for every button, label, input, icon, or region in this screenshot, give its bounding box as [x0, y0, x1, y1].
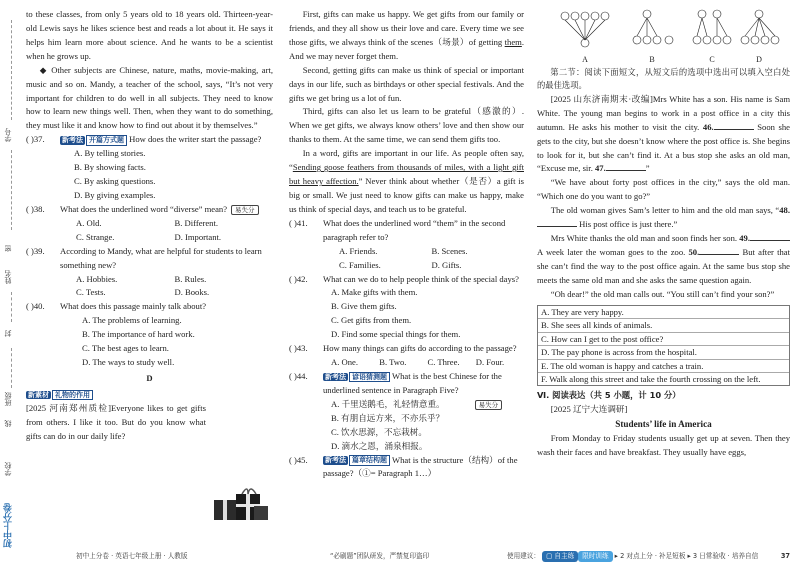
question-39 — [26, 245, 273, 273]
easy-mistake-badge: 易失分 — [231, 205, 259, 215]
diagram-label: B — [649, 55, 655, 64]
question-42 — [289, 273, 524, 287]
option: A. The problems of learning. — [82, 315, 182, 326]
brand-vertical: 初中上分卷 — [4, 503, 14, 548]
options-38 — [26, 217, 273, 245]
seal-char: 密 — [4, 245, 12, 252]
option: A. One. — [331, 357, 358, 368]
answer-bracket[interactable]: ( )44. — [289, 370, 308, 381]
cut-line — [11, 20, 12, 120]
blank-49[interactable] — [750, 233, 790, 241]
choice: B. She sees all kinds of animals. — [538, 319, 789, 332]
answer-bracket[interactable]: ( )45. — [289, 454, 308, 465]
passage-f-paragraph: From Monday to Friday students usually get up at seven. Then they wash their faces and have breakfast. They usually have eggs, — [537, 432, 790, 457]
passage-e-paragraph: “Oh dear!” the old man calls out. “You still can’t find your son?” — [550, 288, 775, 299]
option: C. Three. — [427, 357, 460, 368]
seal-char: 封 — [4, 330, 12, 337]
option: A. Friends. — [339, 245, 378, 256]
option: C. 饮水思源，不忘栽树。 — [331, 426, 427, 437]
usage-pill-self-practice: ▢ 自主练 — [542, 551, 578, 562]
column-right — [537, 8, 790, 460]
question-43 — [289, 342, 524, 356]
passage-e-paragraph: The old woman gives Sam’s letter to him and the old man says, “48. His post office is just there.” — [537, 204, 790, 232]
option: B. Two. — [379, 357, 407, 368]
footer-usage: 使用建议： ▢ 自主练 限时训练 ▸ 2 对点上分 · 补足短板 ▸ 3 日常验收 · 培养自信 — [507, 552, 759, 561]
usage-pill-timed: 限时训练 — [578, 551, 612, 562]
option: A. Hobbies. — [76, 273, 118, 284]
option: D. Gifts. — [431, 259, 462, 270]
new-method-tag: 新考法 开篇方式题 — [60, 135, 127, 145]
option: C. The best ages to learn. — [82, 343, 169, 354]
cut-line — [11, 348, 12, 388]
option: B. 有朋自远方来，不亦乐乎？ — [331, 412, 445, 423]
answer-bracket[interactable]: ( )43. — [289, 343, 308, 354]
question-text: What does the underlined word “them” in the second paragraph refer to? — [323, 217, 506, 242]
source-note: [2025 辽宁大连调研] — [550, 403, 628, 414]
question-text: What does this passage mainly talk about? — [60, 301, 207, 312]
new-material-tag: 新素材 礼物的作用 — [26, 390, 93, 400]
option: C. Get gifts from them. — [331, 315, 412, 326]
question-text: How many things can gifts do according to the passage? — [323, 343, 517, 354]
answer-bracket[interactable]: ( )41. — [289, 217, 308, 228]
page-number: 37 — [780, 552, 790, 561]
answer-bracket[interactable]: ( )37. — [26, 134, 45, 145]
question-41 — [289, 217, 524, 245]
choice: F. Walk along this street and take the fourth crossing on the left. — [541, 373, 761, 384]
option: D. Four. — [475, 357, 505, 368]
question-text: How does the writer start the passage? — [129, 134, 262, 145]
option: D. Important. — [174, 231, 222, 242]
school-label: 学校 — [4, 462, 12, 476]
choice: E. The old woman is happy and catches a train. — [538, 360, 789, 373]
option: B. Rules. — [174, 273, 207, 284]
option: C. Tests. — [76, 287, 106, 298]
footer-book-title: 初中上分卷 · 英语七年级上册 · 人教版 — [76, 552, 188, 561]
structure-diagram-options — [537, 8, 790, 66]
diagram-label: A — [582, 55, 588, 64]
blank-47[interactable] — [606, 163, 646, 171]
question-37 — [26, 133, 273, 147]
cut-line — [11, 292, 12, 322]
option: A. By telling stories. — [74, 148, 146, 159]
passage-e-paragraph: Mrs White thanks the old man and soon finds her son. 49. A week later the woman goes to the zoo. 50. But after that she can’t find the way to the post office again. At the same bus stop she meets the same old man and she asks the same question again. — [537, 233, 790, 285]
passage-d-intro: [2025 河南郑州质检]Everyone likes to get gifts from others. I like it too. But do you know what gifts can do in our daily life? — [26, 402, 206, 441]
section-two-instructions: 第二节：阅读下面短文，从短文后的选项中选出可以填入空白处的最佳选项。 — [537, 67, 790, 91]
passage-d-paragraph: First, gifts can make us happy. We get gifts from our family or friends, and they all show us their love and care. Every time we see those gifts, we always think of the scenes（场景）of getting them. And we may never forget them. — [289, 9, 524, 61]
passage-c-paragraph: to these classes, from only 5 years old to 18 years old. Thirteen-year-old Lewis says he likes science best and reads a lot about it. He says it helps him learn more about science. And he wants to be a scientist when he grows up. — [26, 9, 273, 61]
blank-48[interactable] — [537, 219, 577, 227]
question-text: What is the structure（结构）of the passage?（①= Paragraph 1…） — [323, 454, 518, 479]
question-text: What does the underlined word “diverse” mean? — [60, 203, 228, 214]
options-43 — [289, 356, 524, 370]
question-44 — [289, 370, 524, 398]
options-44 — [289, 398, 524, 454]
option: A. 千里送鹅毛，礼轻情意重。 易失分 — [331, 398, 524, 412]
passage-d-letter: D — [146, 372, 153, 383]
answer-bracket[interactable]: ( )42. — [289, 273, 308, 284]
cut-line — [11, 150, 12, 230]
student-number-label: 学号 — [4, 128, 12, 142]
passage-e-paragraph: [2025 山东济南期末·改编]Mrs White has a son. His name is Sam White. The young man begins to work in a post office in a city this autumn. He asks his mother to visit the city. 46. Soon she gets to the city, but she doesn’t know where the post office is. She begins to look for it, but she can’t find it. At a bus stop she asks an old man, “Excuse me, sir. 47. ” — [537, 93, 790, 174]
option: D. Find some special things for them. — [331, 329, 461, 340]
option: D. The ways to study well. — [82, 357, 175, 368]
options-42 — [289, 286, 524, 342]
easy-mistake-badge: 易失分 — [475, 400, 503, 410]
question-38 — [26, 203, 273, 217]
option: B. Give them gifts. — [331, 301, 397, 312]
passage-e-paragraph: “We have about forty post offices in the city,” says the old man. “Which one do you want to go?” — [537, 177, 790, 202]
diagram-label: C — [709, 55, 715, 64]
passage-d-paragraph: Second, getting gifts can make us think of special or important days in our life, such as birthdays or other special festivals. And the gifts we get bring us a lot of fun. — [289, 64, 524, 103]
question-45 — [289, 454, 524, 482]
class-label: 班级 — [4, 392, 12, 406]
passage-d-paragraph: In a word, gifts are important in our life. As people often say, “Sending goose feathers from thousands of miles, with a light gift but heavy affection.” Never think about whether（是否）a gift is big or small. We just need to know gifts can make us happy, make us think of special days, and teach us to be grateful. — [289, 148, 524, 214]
option: C. By asking questions. — [74, 176, 156, 187]
option: D. By giving examples. — [74, 189, 156, 200]
options-40 — [26, 314, 273, 370]
gift-boxes-illustration — [210, 484, 270, 522]
underlined-word-them: them — [504, 36, 522, 47]
option: A. Old. — [76, 217, 102, 228]
answer-bracket[interactable]: ( )38. — [26, 203, 45, 214]
options-41 — [289, 245, 524, 273]
question-40 — [26, 300, 273, 314]
options-39 — [26, 273, 273, 301]
blank-46[interactable] — [714, 122, 754, 130]
column-middle — [289, 8, 524, 481]
option: D. Books. — [174, 287, 210, 298]
choice: C. How can I get to the post office? — [538, 333, 789, 346]
choice: A. They are very happy. — [538, 306, 789, 319]
new-method-tag: 新考法 篇章结构题 — [323, 455, 390, 465]
seal-char: 线 — [4, 420, 12, 427]
option: B. Scenes. — [431, 245, 468, 256]
answer-bracket[interactable]: ( )39. — [26, 245, 45, 256]
passage-title: Students’ life in America — [615, 418, 712, 429]
column-left — [26, 8, 273, 444]
option: C. Strange. — [76, 231, 115, 242]
answer-choices-box — [537, 305, 790, 387]
diagram-label: D — [756, 55, 762, 64]
binding-margin — [0, 0, 24, 566]
passage-d-paragraph: Third, gifts can also let us learn to be grateful（感激的）. When we get gifts, we always know others’ love and then show our thanks to them. At the same time, we can send them gifts too. — [289, 106, 524, 145]
new-method-tag: 新考法 谚语猜测题 — [323, 372, 390, 382]
option: B. The importance of hard work. — [82, 329, 195, 340]
options-37 — [26, 147, 273, 203]
question-text: What is the best Chinese for the underlined sentence in Paragraph Five? — [323, 370, 502, 395]
footer-copyright: “必刷题”团队研发，严禁复印盗印 — [330, 552, 430, 561]
question-text: According to Mandy, what are helpful for students to learn something new? — [60, 245, 262, 270]
option: B. By showing facts. — [74, 162, 146, 173]
section-six-heading: Ⅵ. 阅读表达（共 5 小题，计 10 分） — [537, 390, 681, 401]
passage-c-paragraph: ◆ Other subjects are Chinese, nature, maths, movie-making, art, music and so on. Mandy, a teacher of the school, says, “It’s not very important for children to do well in all subjects. They need to know how to learn new things well. Then, when they want to do something, they must like it and know how to find out about it by themselves.” — [26, 64, 273, 131]
option: A. Make gifts with them. — [331, 287, 418, 298]
option: B. Different. — [174, 217, 219, 228]
option: D. 滴水之恩，涌泉相报。 — [331, 440, 428, 451]
choice: D. The pay phone is across from the hospital. — [538, 346, 789, 359]
underlined-proverb: Sending goose feathers from thousands of miles, with a light gift but heavy affection. — [289, 162, 524, 187]
answer-bracket[interactable]: ( )40. — [26, 301, 45, 312]
question-text: What can we do to help people think of the special days? — [323, 273, 519, 284]
option: C. Families. — [339, 259, 381, 270]
blank-50[interactable] — [699, 247, 739, 255]
structure-diagrams — [537, 8, 790, 66]
name-label: 姓名 — [4, 270, 12, 284]
